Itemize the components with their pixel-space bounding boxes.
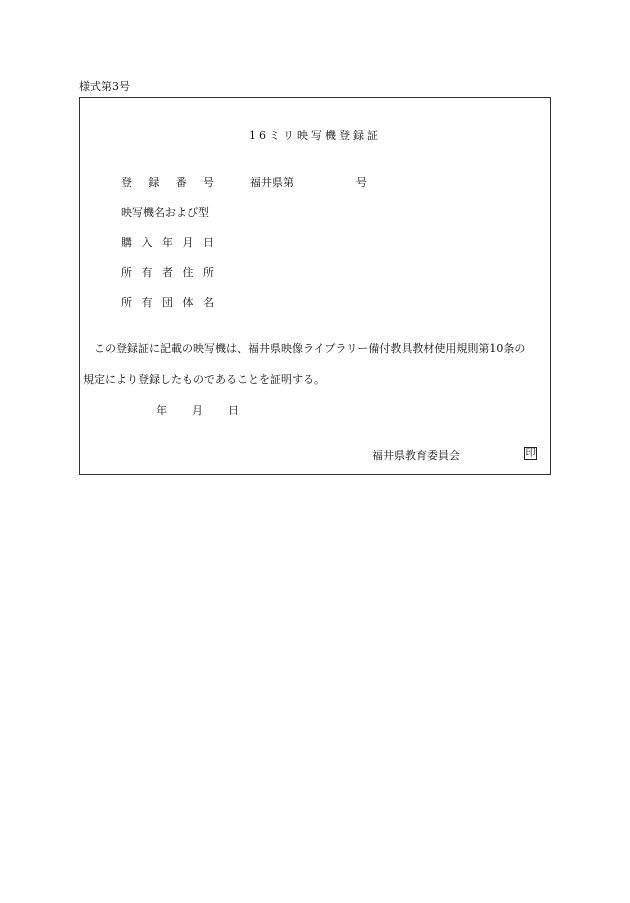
- registration-number-label: [121, 176, 214, 190]
- projector-model-label: 映写機名および型: [121, 206, 209, 219]
- label-char: 号: [202, 176, 214, 189]
- label-char: 年: [162, 236, 173, 249]
- label-char: 所: [121, 266, 132, 279]
- label-char: 所: [121, 296, 132, 309]
- seal-stamp-box: 印: [525, 448, 536, 459]
- registration-number-prefix: 福井県第: [250, 176, 294, 189]
- label-char: 名: [203, 296, 214, 309]
- date-month: 月: [192, 404, 203, 417]
- purchase-date-label: [121, 236, 214, 250]
- certificate-title: 16ミリ映写機登録証: [249, 129, 381, 142]
- date-day: 日: [228, 404, 239, 417]
- label-char: 住: [182, 266, 194, 279]
- owner-address-label: [121, 266, 214, 280]
- label-char: 有: [141, 296, 153, 309]
- label-char: 有: [141, 266, 153, 279]
- label-char: 者: [162, 266, 173, 279]
- label-char: 体: [182, 296, 194, 309]
- date-year: 年: [156, 404, 167, 417]
- label-char: 所: [203, 266, 214, 279]
- statement-line-1: この登録証に記載の映写機は、福井県映像ライブラリー備付教具教材使用規則第10条の: [83, 342, 526, 355]
- issuer-name: 福井県教育委員会: [372, 449, 460, 462]
- label-char: 日: [203, 236, 214, 249]
- label-char: 購: [121, 236, 132, 249]
- owner-organization-label: [121, 296, 214, 310]
- label-char: 録: [148, 176, 160, 189]
- certificate-frame: [79, 97, 551, 475]
- label-char: 入: [141, 236, 153, 249]
- label-char: 番: [175, 176, 187, 189]
- statement-line-2: 規定により登録したものであることを証明する。: [83, 373, 325, 386]
- form-number: 様式第3号: [79, 80, 130, 93]
- registration-number-suffix: 号: [356, 176, 367, 189]
- label-char: 登: [121, 176, 132, 189]
- label-char: 月: [182, 236, 194, 249]
- label-char: 団: [162, 296, 173, 309]
